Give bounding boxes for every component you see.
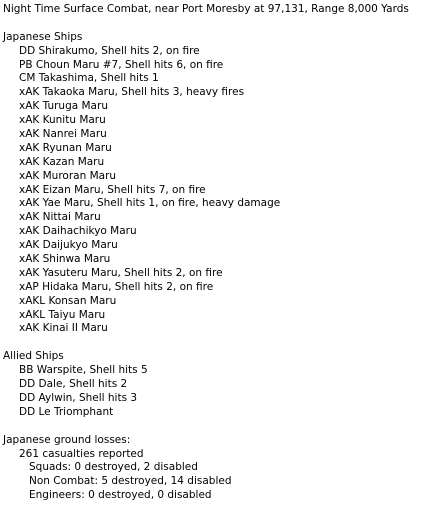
japanese-ship: xAK Eizan Maru, Shell hits 7, on fire [19,183,206,196]
allied-ship: BB Warspite, Shell hits 5 [19,364,148,377]
japanese-ship: xAK Nanrei Maru [19,128,107,141]
spacer [3,336,430,350]
allied-ship: DD Aylwin, Shell hits 3 [19,391,138,404]
report-title: Night Time Surface Combat, near Port Moresby at 97,131, Range 8,000 Yards [3,3,409,15]
spacer [3,420,430,434]
japanese-ship: xAK Daijukyo Maru [19,239,118,252]
allied-ship: DD Le Triomphant [19,405,114,418]
japanese-ship: PB Choun Maru #7, Shell hits 6, on fire [19,58,224,71]
japanese-ship: xAK Kunitu Maru [19,114,106,127]
japanese-ship: CM Takashima, Shell hits 1 [19,72,159,85]
loss-detail-non-combat: Non Combat: 5 destroyed, 14 disabled [29,475,232,488]
japanese-ships-heading: Japanese Ships [3,30,83,43]
japanese-ship: xAK Kazan Maru [19,155,105,168]
japanese-ship: xAK Muroran Maru [19,169,117,182]
japanese-ship: xAK Yae Maru, Shell hits 1, on fire, heavy damage [19,197,281,210]
japanese-ship: xAKL Taiyu Maru [19,308,106,321]
japanese-ship: xAP Hidaka Maru, Shell hits 2, on fire [19,280,214,293]
japanese-ship: xAKL Konsan Maru [19,294,117,307]
spacer [3,17,430,31]
allied-ship: DD Dale, Shell hits 2 [19,378,128,391]
japanese-ship: xAK Turuga Maru [19,100,108,113]
japanese-ship: xAK Kinai II Maru [19,322,108,335]
allied-ship-list [3,364,430,420]
allied-ships-heading: Allied Ships [3,350,64,363]
japanese-ship: xAK Takaoka Maru, Shell hits 3, heavy fires [19,86,245,99]
japanese-ship-list [3,45,430,337]
casualties-summary: 261 casualties reported [19,447,144,460]
japanese-ship: xAK Daihachikyo Maru [19,225,137,238]
japanese-ship: DD Shirakumo, Shell hits 2, on fire [19,44,200,57]
japanese-ship: xAK Nittai Maru [19,211,101,224]
japanese-ship: xAK Yasuteru Maru, Shell hits 2, on fire [19,266,223,279]
japanese-ship: xAK Ryunan Maru [19,141,112,154]
ground-losses-heading: Japanese ground losses: [3,433,131,446]
japanese-ship: xAK Shinwa Maru [19,253,111,266]
loss-detail-squads: Squads: 0 destroyed, 2 disabled [29,461,198,474]
loss-detail-engineers: Engineers: 0 destroyed, 0 disabled [29,489,212,502]
